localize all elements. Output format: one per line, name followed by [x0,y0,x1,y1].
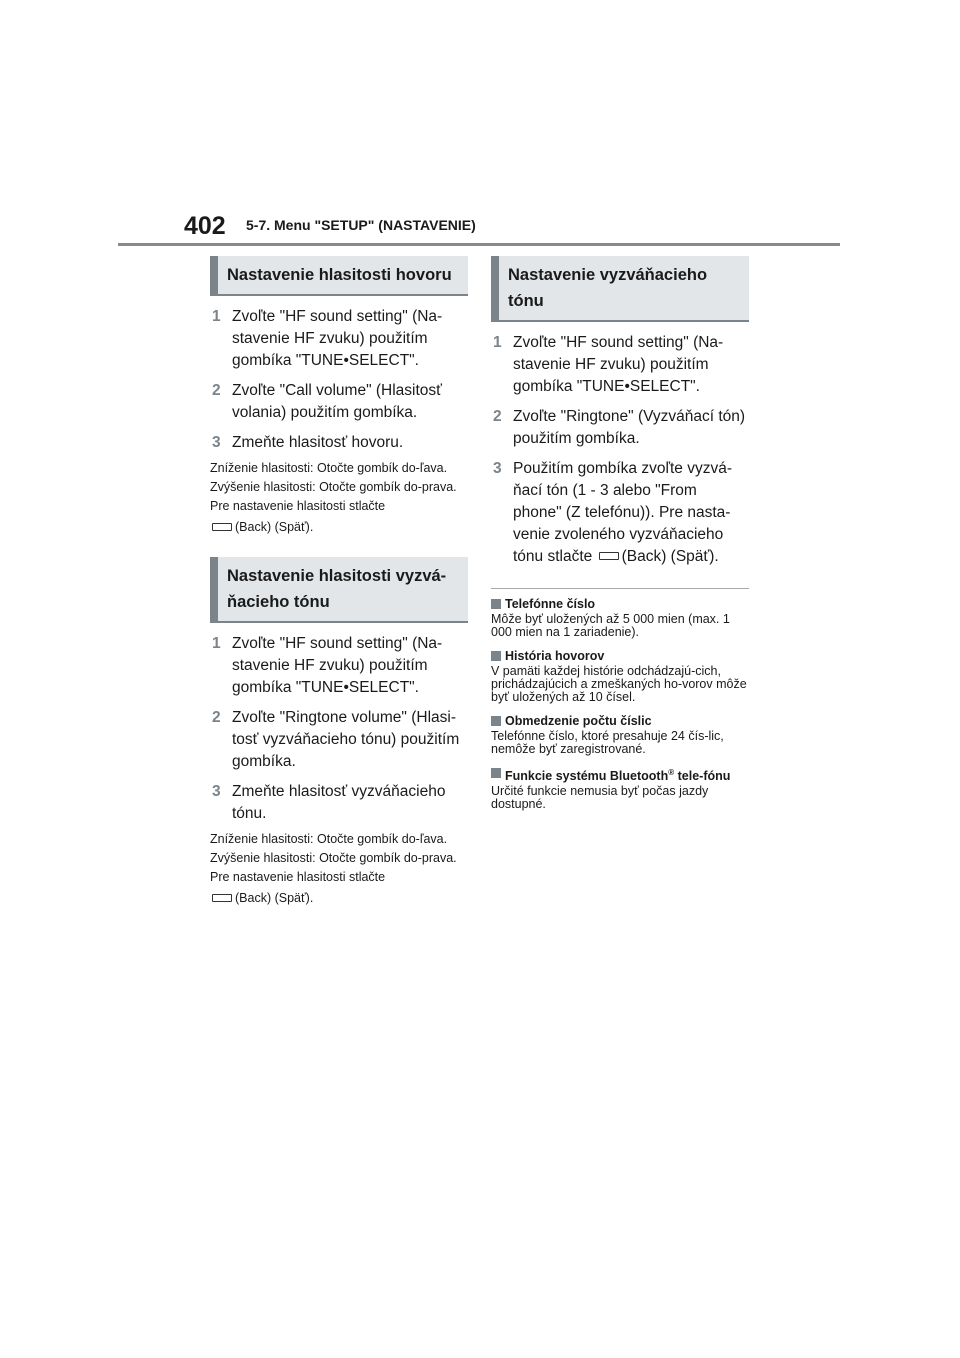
step-list [210,633,468,825]
note-increase: Zvýšenie hlasitosti: Otočte gombík do-prava. [210,851,457,865]
step-number: 2 [212,709,221,726]
step-text: Zvoľte "Call volume" (Hlasitosť volania) použitím gombíka. [232,382,442,421]
step-text: Zvoľte "HF sound setting" (Na-stavenie HF zvuku) použitím gombíka "TUNE•SELECT". [232,308,443,369]
info-text: V pamäti každej histórie odchádzajú-cich, prichádzajúcich a zmeškaných ho-vorov môže byť uložených až 10 čísel. [491,664,747,704]
back-line [210,519,468,535]
step [210,781,468,825]
note-press: Pre nastavenie hlasitosti stlačte [210,499,386,513]
back-label: (Back) (Späť). [235,891,314,905]
info-text: Môže byť uložených až 5 000 mien (max. 1 000 mien na 1 zariadenie). [491,612,730,639]
step-number: 2 [493,408,502,425]
square-bullet-icon [491,716,501,726]
square-bullet-icon [491,651,501,661]
chapter-title: 5-7. Menu "SETUP" (NASTAVENIE) [246,217,476,233]
section-heading-call-volume: Nastavenie hlasitosti hovoru [210,256,468,296]
step-text: Zmeňte hlasitosť hovoru. [232,434,404,451]
back-button-icon [212,523,232,531]
step-number: 1 [493,334,502,351]
step-list [210,306,468,454]
back-label: (Back) (Späť). [235,520,314,534]
info-divider [491,588,749,589]
step-text: Zvoľte "HF sound setting" (Na-stavenie HF zvuku) použitím gombíka "TUNE•SELECT". [513,334,724,395]
header-rule [118,243,840,246]
step-number: 1 [212,308,221,325]
info-text: Určité funkcie nemusia byť počas jazdy dostupné. [491,784,709,812]
step-text: Použitím gombíka zvoľte vyzvá-ňací tón (1 - 3 alebo "From phone" (Z telefónu)). Pre nasta-venie zvoleného vyzváňacieho tónu stlačte [513,460,733,565]
step-number: 2 [212,382,221,399]
square-bullet-icon [491,599,501,609]
step [210,432,468,454]
step-text: Zmeňte hlasitosť vyzváňacieho tónu. [232,783,446,822]
info-title: História hovorov [491,649,749,663]
note-decrease: Zníženie hlasitosti: Otočte gombík do-ľava. [210,832,448,846]
back-button-icon [599,552,619,560]
back-label: (Back) (Späť). [621,548,719,565]
step-number: 3 [212,434,221,451]
back-button-icon [212,894,232,902]
square-bullet-icon [491,768,501,778]
step [210,306,468,372]
note-increase: Zvýšenie hlasitosti: Otočte gombík do-prava. [210,480,457,494]
step [210,380,468,424]
step [210,633,468,699]
step [491,458,749,568]
step-number: 3 [212,783,221,800]
step [491,406,749,450]
info-title: Funkcie systému Bluetooth® tele-fónu [491,766,749,783]
step-text: Zvoľte "Ringtone volume" (Hlasi-tosť vyzváňacieho tónu) použitím gombíka. [232,709,460,770]
info-title: Telefónne číslo [491,597,749,611]
page-number: 402 [184,212,226,240]
info-title: Obmedzenie počtu číslic [491,714,749,728]
info-text: Telefónne číslo, ktoré presahuje 24 čís-lic, nemôže byť zaregistrované. [491,729,724,756]
right-column [491,256,749,821]
step-list [491,332,749,568]
section-heading-ringtone: Nastavenie vyzváňacieho tónu [491,256,749,322]
step [491,332,749,398]
step-text: Zvoľte "Ringtone" (Vyzváňací tón) použitím gombíka. [513,408,746,447]
step-text: Zvoľte "HF sound setting" (Na-stavenie HF zvuku) použitím gombíka "TUNE•SELECT". [232,635,443,696]
back-line [210,890,468,906]
step-number: 3 [493,460,502,477]
step-number: 1 [212,635,221,652]
section-heading-ringtone-volume: Nastavenie hlasitosti vyzvá-ňacieho tónu [210,557,468,623]
note-press: Pre nastavenie hlasitosti stlačte [210,870,386,884]
step [210,707,468,773]
left-column [210,256,468,906]
note-decrease: Zníženie hlasitosti: Otočte gombík do-ľava. [210,461,448,475]
